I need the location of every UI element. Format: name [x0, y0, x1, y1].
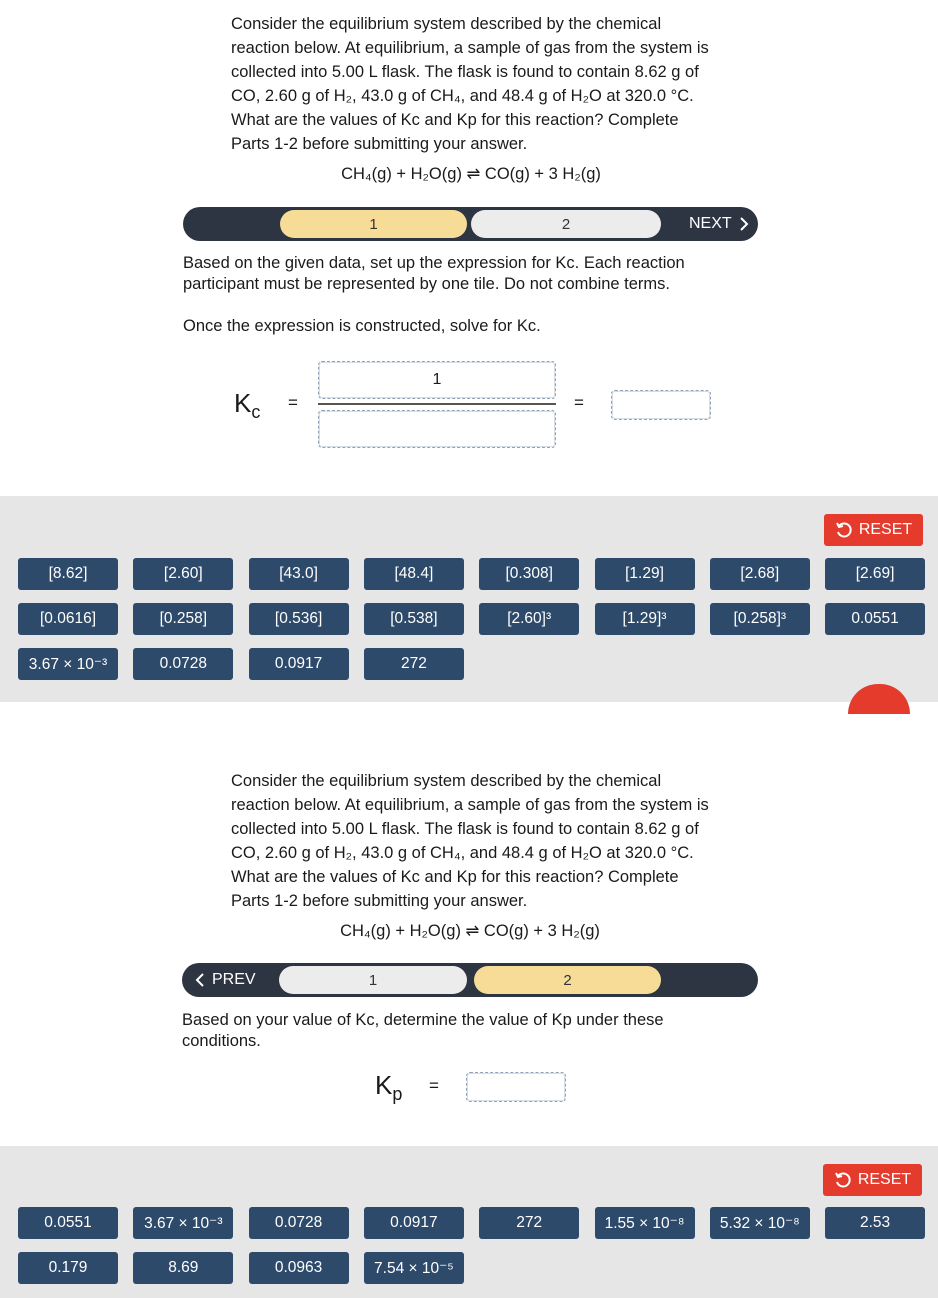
- reaction-equation-part2: CH₄(g) + H₂O(g) ⇌ CO(g) + 3 H₂(g): [340, 922, 600, 940]
- answer-tile[interactable]: 0.0917: [249, 648, 349, 680]
- step-1-tab-part2[interactable]: 1: [279, 966, 467, 994]
- kp-symbol: $K_p$: [375, 1070, 403, 1105]
- answer-tile[interactable]: 272: [364, 648, 464, 680]
- answer-tile[interactable]: 0.0728: [133, 648, 233, 680]
- answer-tile[interactable]: [0.0616]: [18, 603, 118, 635]
- answer-tile[interactable]: 7.54 × 10⁻⁵: [364, 1252, 464, 1284]
- step-1-tab[interactable]: 1: [280, 210, 467, 238]
- answer-tile[interactable]: 0.0551: [825, 603, 925, 635]
- denominator-dropzone[interactable]: [318, 410, 556, 448]
- reset-label: RESET: [857, 1171, 912, 1188]
- tile-tray-part2: [0, 1146, 938, 1298]
- answer-tile[interactable]: 0.0963: [249, 1252, 349, 1284]
- answer-tile[interactable]: [0.538]: [364, 603, 464, 635]
- kc-answer-dropzone[interactable]: [611, 390, 711, 420]
- answer-tile[interactable]: 272: [479, 1207, 579, 1239]
- tile-tray: [0, 496, 938, 702]
- equals-sign: =: [288, 393, 298, 412]
- answer-tile[interactable]: [2.69]: [825, 558, 925, 590]
- next-button[interactable]: [689, 207, 750, 241]
- step-navigation: [183, 207, 758, 241]
- chevron-left-icon: [194, 972, 206, 988]
- step-2-tab-part2[interactable]: 2: [474, 966, 661, 994]
- chevron-right-icon: [738, 216, 750, 232]
- problem-text: Consider the equilibrium system described by the chemical reaction below. At equilibrium, a sample of gas from the system is collected into 5.00 L flask. The flask is found to contain 8.62 g of CO, 2.60 g of H₂, 43.0 g of CH₄, and 48.4 g of H₂O at 320.0 °C. What are the values of Kc and Kp for this reaction? Complete Parts 1-2 before submitting your answer.: [231, 15, 709, 153]
- answer-tile[interactable]: 0.179: [18, 1252, 118, 1284]
- step-2-tab[interactable]: 2: [471, 210, 661, 238]
- numerator-dropzone[interactable]: [318, 361, 556, 399]
- answer-tile[interactable]: [0.258]³: [710, 603, 810, 635]
- answer-tile[interactable]: 3.67 × 10⁻³: [133, 1207, 233, 1239]
- answer-tile[interactable]: 3.67 × 10⁻³: [18, 648, 118, 680]
- answer-tile[interactable]: 0.0917: [364, 1207, 464, 1239]
- numerator-value: 1: [432, 371, 442, 388]
- fraction-bar: [318, 403, 556, 405]
- answer-tile[interactable]: [43.0]: [249, 558, 349, 590]
- problem-text-part2: Consider the equilibrium system described by the chemical reaction below. At equilibrium, a sample of gas from the system is collected into 5.00 L flask. The flask is found to contain 8.62 g of CO, 2.60 g of H₂, 43.0 g of CH₄, and 48.4 g of H₂O at 320.0 °C. What are the values of Kc and Kp for this reaction? Complete Parts 1-2 before submitting your answer.: [231, 772, 709, 910]
- next-label: NEXT: [689, 215, 732, 232]
- kp-answer-dropzone[interactable]: [466, 1072, 566, 1102]
- help-button[interactable]: [848, 684, 910, 714]
- answer-tile[interactable]: 0.0728: [249, 1207, 349, 1239]
- equals-sign-part2: =: [429, 1076, 439, 1095]
- prev-label: PREV: [212, 971, 256, 988]
- answer-tile[interactable]: [8.62]: [18, 558, 118, 590]
- step-navigation-part2: [182, 963, 758, 997]
- kc-symbol: $K_c$: [234, 388, 261, 423]
- answer-tile[interactable]: [2.60]³: [479, 603, 579, 635]
- instruction-text-2: Once the expression is constructed, solve for Kc.: [183, 317, 541, 335]
- reset-label: RESET: [858, 521, 913, 538]
- answer-tile[interactable]: 5.32 × 10⁻⁸: [710, 1207, 810, 1239]
- answer-tile[interactable]: 8.69: [133, 1252, 233, 1284]
- answer-tile[interactable]: [0.258]: [133, 603, 233, 635]
- reset-button[interactable]: [824, 514, 923, 546]
- instruction-text: Based on the given data, set up the expression for Kc. Each reaction participant must be represented by one tile. Do not combine terms.: [183, 254, 685, 293]
- answer-tile[interactable]: [2.60]: [133, 558, 233, 590]
- prev-button[interactable]: [194, 963, 256, 997]
- reaction-equation: CH₄(g) + H₂O(g) ⇌ CO(g) + 3 H₂(g): [341, 165, 601, 183]
- instruction-text-part2: Based on your value of Kc, determine the value of Kp under these conditions.: [182, 1011, 664, 1050]
- reset-button-part2[interactable]: [823, 1164, 922, 1196]
- answer-tile[interactable]: [1.29]: [595, 558, 695, 590]
- reset-icon: [834, 1171, 852, 1189]
- answer-tile[interactable]: [1.29]³: [595, 603, 695, 635]
- answer-tile[interactable]: [48.4]: [364, 558, 464, 590]
- answer-tile[interactable]: [0.308]: [479, 558, 579, 590]
- answer-tile[interactable]: 1.55 × 10⁻⁸: [595, 1207, 695, 1239]
- answer-tile[interactable]: [2.68]: [710, 558, 810, 590]
- answer-tile[interactable]: 0.0551: [18, 1207, 118, 1239]
- answer-tile[interactable]: 2.53: [825, 1207, 925, 1239]
- equals-sign-2: =: [574, 393, 584, 412]
- reset-icon: [835, 521, 853, 539]
- answer-tile[interactable]: [0.536]: [249, 603, 349, 635]
